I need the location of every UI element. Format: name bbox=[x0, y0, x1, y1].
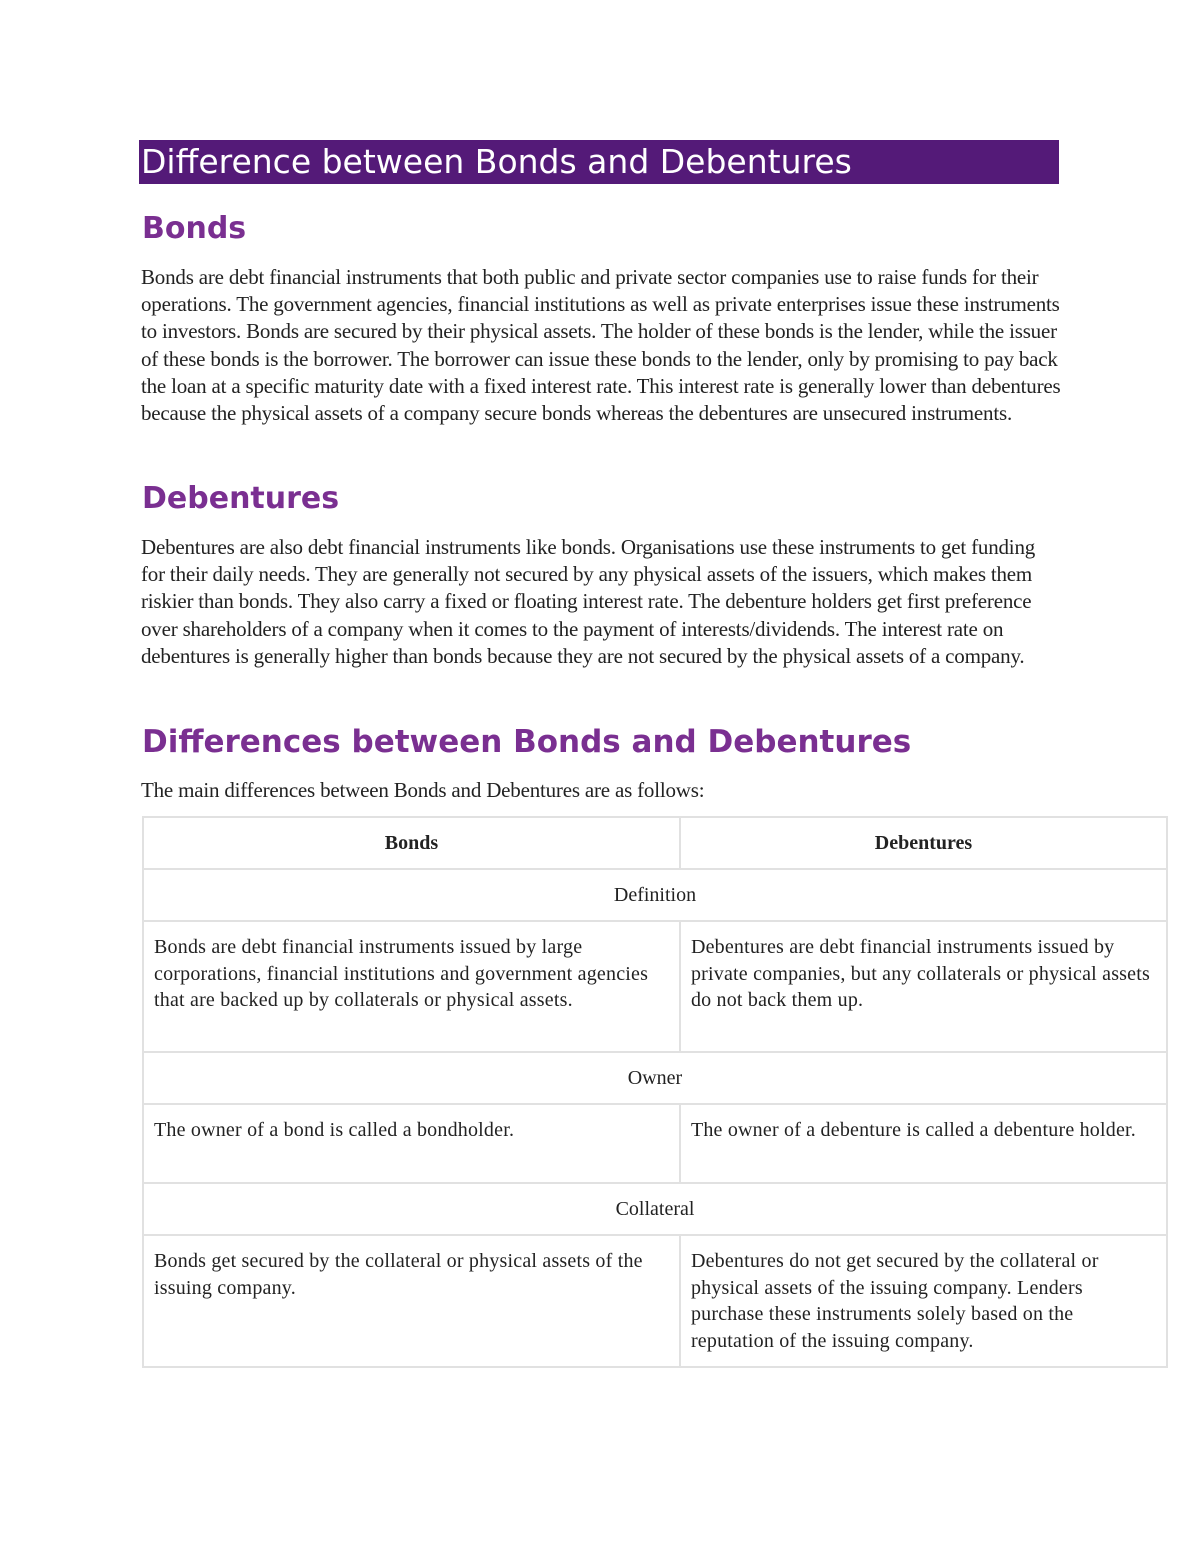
section-row-collateral bbox=[143, 1183, 1167, 1235]
bonds-paragraph: Bonds are debt financial instruments that both public and private sector companies use to raise funds for their operations. The government agencies, financial institutions as well as private enterprises issue these instruments to investors. Bonds are secured by their physical assets. The holder of these bonds is the lender, while the issuer of these bonds is the borrower. The borrower can issue these bonds to the lender, only by promising to pay back the loan at a specific maturity date with a fixed interest rate. This interest rate is generally lower than debentures because the physical assets of a company secure bonds whereas the debentures are unsecured instruments. bbox=[141, 265, 1061, 426]
section-row-definition bbox=[143, 869, 1167, 921]
page-title: Difference between Bonds and Debentures bbox=[139, 140, 1059, 184]
cell-text: The owner of a bond is called a bondholder. bbox=[154, 1119, 515, 1141]
cell-text: Bonds are debt financial instruments issued by large corporations, financial institutions and government agencies that are backed up by collaterals or physical assets. bbox=[154, 936, 649, 1011]
table-row bbox=[143, 1235, 1167, 1367]
header-bonds: Bonds bbox=[143, 817, 680, 869]
cell-text: The owner of a debenture is called a debenture holder. bbox=[690, 1119, 1136, 1141]
debentures-cell bbox=[680, 1104, 1167, 1183]
cell-text: Bonds get secured by the collateral or physical assets of the issuing company. bbox=[154, 1250, 643, 1299]
table-row bbox=[143, 921, 1167, 1052]
section-row-owner bbox=[143, 1052, 1167, 1104]
debentures-paragraph: Debentures are also debt financial instruments like bonds. Organisations use these instruments to get funding for their daily needs. They are generally not secured by any physical assets of the issuers, which makes them riskier than bonds. They also carry a fixed or floating interest rate. The debenture holders get first preference over shareholders of a company when it comes to the payment of interests/dividends. The interest rate on debentures is generally higher than bonds because they are not secured by the physical assets of a company. bbox=[141, 535, 1036, 668]
header-debentures: Debentures bbox=[680, 817, 1167, 869]
comparison-table bbox=[142, 816, 1168, 1368]
bonds-cell bbox=[143, 1235, 680, 1367]
table-header-row bbox=[143, 817, 1167, 869]
bonds-heading: Bonds bbox=[142, 211, 247, 246]
differences-heading: Differences between Bonds and Debentures bbox=[142, 724, 912, 760]
cell-text: Debentures are debt financial instruments issued by private companies, but any collaterals or physical assets do not back them up. bbox=[690, 936, 1150, 1011]
section-label: Collateral bbox=[143, 1183, 1167, 1235]
cell-text: Debentures do not get secured by the collateral or physical assets of the issuing company. Lenders purchase these instruments solely based on the reputation of the issuing company. bbox=[690, 1250, 1099, 1352]
section-label: Definition bbox=[143, 869, 1167, 921]
debentures-cell bbox=[680, 1235, 1167, 1367]
debentures-cell bbox=[680, 921, 1167, 1052]
debentures-heading: Debentures bbox=[142, 481, 340, 516]
section-label: Owner bbox=[143, 1052, 1167, 1104]
table-row bbox=[143, 1104, 1167, 1183]
differences-intro: The main differences between Bonds and Debentures are as follows: bbox=[141, 778, 705, 802]
bonds-cell bbox=[143, 921, 680, 1052]
bonds-cell bbox=[143, 1104, 680, 1183]
